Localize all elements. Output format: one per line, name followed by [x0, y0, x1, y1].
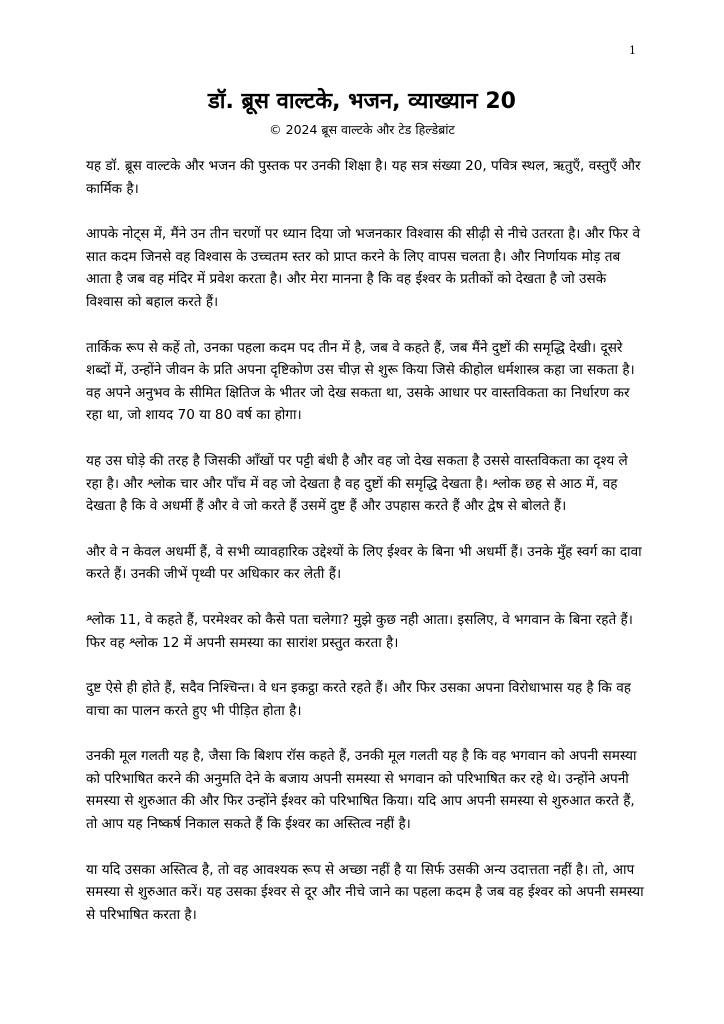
paragraph-1: यह डॉ. ब्रूस वाल्टके और भजन की पुस्तक पर उनकी शिक्षा है। यह सत्र संख्या 20, पवित्र स्थल, ऋतुएँ, वस्तुएँ और कार्मिक है।: [86, 158, 641, 197]
paragraph-7: दुष्ट ऐसे ही होते हैं, सदैव निश्चिन्त। वे धन इकट्ठा करते रहते हैं। और फिर उसका अपना विरोधाभास यह है कि वह वाचा का पालन करते हुए भी पीड़ित होता है।: [86, 680, 631, 719]
paragraph-3: तार्किक रूप से कहें तो, उनका पहला कदम पद तीन में है, जब वे कहते हैं, जब मैंने दुष्टों की समृद्धि देखी। दूसरे शब्दों में, उन्होंने जीवन के प्रति अपना दृष्टिकोण उस चीज़ से शुरू किया जिसे कीहोल धर्मशास्त्र कहा जा सकता है। वह अपने अनुभव के सीमित क्षितिज के भीतर जो देख सकता था, उसके आधार पर वास्तविकता का निर्धारण कर रहा था, जो शायद 70 या 80 वर्ष का होगा।: [86, 339, 635, 424]
paragraph-4: यह उस घोड़े की तरह है जिसकी आँखों पर पट्टी बंधी है और वह जो देख सकता है उससे वास्तविकता का दृश्य ले रहा है। और श्लोक चार और पाँच में वह जो देखता है वह दुष्टों की समृद्धि देखता है। श्लोक छह से आठ में, वह देखता है कि वे अधर्मी हैं और वे जो करते हैं उसमें दुष्ट हैं और उपहास करते हैं और द्वेष से बोलते हैं।: [86, 452, 628, 515]
document-title: डॉ. ब्रूस वाल्टके, भजन, व्याख्यान 20: [208, 89, 516, 114]
paragraph-5: और वे न केवल अधर्मी हैं, वे सभी व्यावहारिक उद्देश्यों के लिए ईश्वर के बिना भी अधर्मी हैं। उनके मुँह स्वर्ग का दावा करते हैं। उनकी जीभें पृथ्वी पर अधिकार कर लेती हैं।: [86, 543, 642, 583]
paragraph-2: आपके नोट्स में, मैंने उन तीन चरणों पर ध्यान दिया जो भजनकार विश्वास की सीढ़ी से नीचे उतरता है। और फिर वे सात कदम जिनसे वह विश्वास के उच्चतम स्तर को प्राप्त करने के लिए वापस चलता है। और निर्णायक मोड़ तब आता है जब वह मंदिर में प्रवेश करता है। और मेरा मानना है कि वह ईश्वर के प्रतीकों को देखता है जो उसके विश्वास को बहाल करते हैं।: [86, 226, 641, 310]
paragraph-9: या यदि उसका अस्तित्व है, तो वह आवश्यक रूप से अच्छा नहीं है या सिर्फ उसकी अन्य उदात्तता नहीं है। तो, आप समस्या से शुरुआत करें। यह उसका ईश्वर से दूर और नीचे जाने का पहला कदम है जब वह ईश्वर को अपनी समस्या से परिभाषित करता है।: [86, 861, 644, 923]
paragraph-6: श्लोक 11, वे कहते हैं, परमेश्वर को कैसे पता चलेगा? मुझे कुछ नही आता। इसलिए, वे भगवान के बिना रहते हैं। फिर वह श्लोक 12 में अपनी समस्या का सारांश प्रस्तुत करता है।: [86, 611, 633, 651]
page-number: 1: [629, 44, 636, 57]
body-text: [86, 155, 646, 949]
copyright-line: © 2024 ब्रूस वाल्टके और टेड हिल्डेब्रांट: [269, 122, 455, 137]
paragraph-8: उनकी मूल गलती यह है, जैसा कि बिशप रॉस कहते हैं, उनकी मूल गलती यह है कि वह भगवान को अपनी समस्या को परिभाषित करने की अनुमति देने के बजाय अपनी समस्या से भगवान को परिभाषित कर रहे थे। उन्होंने अपनी समस्या से शुरुआत की और फिर उन्होंने ईश्वर को परिभाषित किया। यदि आप अपनी समस्या से शुरुआत करते हैं, तो आप यह निष्कर्ष निकाल सकते हैं कि ईश्वर का अस्तित्व नहीं है।: [86, 748, 637, 833]
